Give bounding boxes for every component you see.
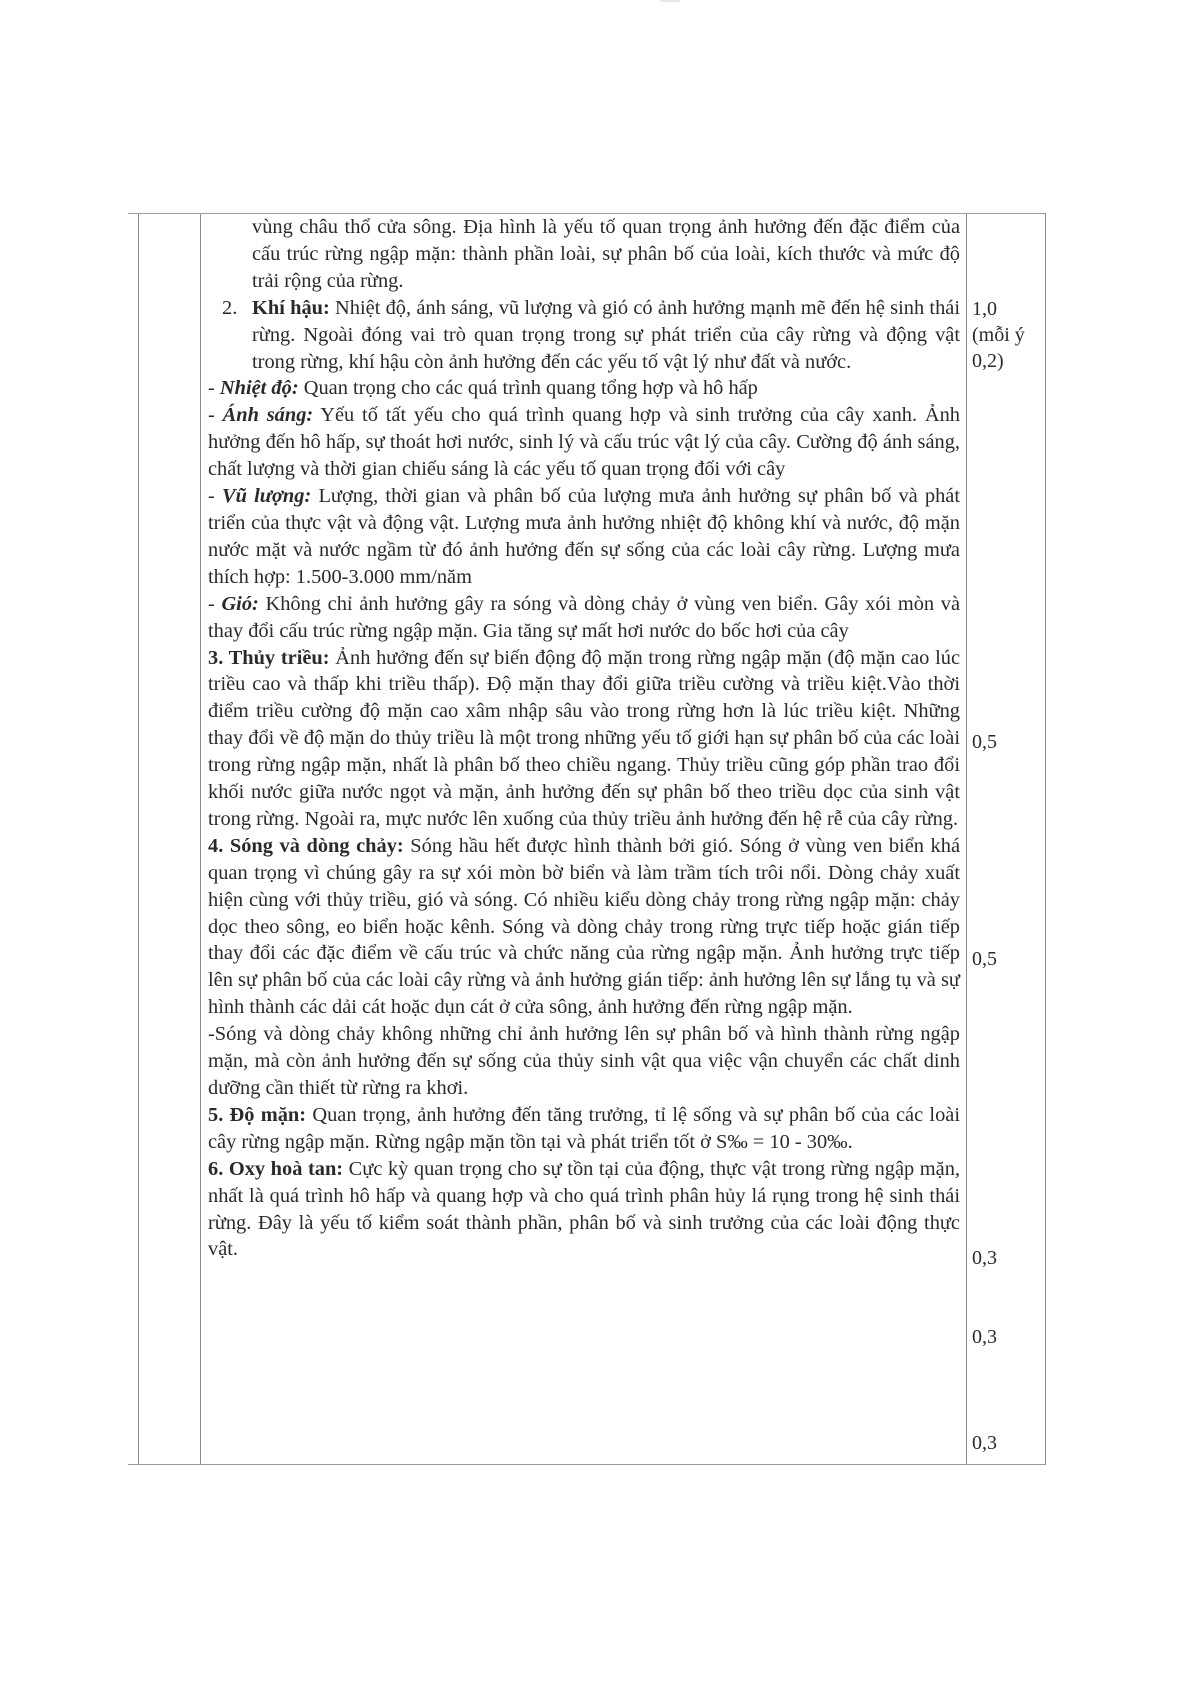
item-heading: 4. Sóng và dòng chảy: <box>208 834 404 857</box>
item-dissolved-oxygen <box>208 1156 960 1264</box>
score-item3: 0,5 <box>972 731 997 753</box>
sub-item-label: Gió: <box>221 592 259 615</box>
sub-item-text: Quan trọng cho các quá trình quang tổng hợp và hô hấp <box>298 377 758 400</box>
score-item5: 0,3 <box>972 1247 997 1269</box>
sub-item-label: Vũ lượng: <box>221 485 312 508</box>
answer-content <box>208 214 960 1263</box>
item-salinity <box>208 1102 960 1156</box>
score-item2-line3: 0,2) <box>972 350 1004 372</box>
item-text: Nhiệt độ, ánh sáng, vũ lượng và gió có ảnh hưởng mạnh mẽ đến hệ sinh thái rừng. Ngoài đóng vai trò quan trọng trong sự phát triển của cây rừng và động vật trong rừng, khí hậu còn ảnh hưởng đến các yếu tố vật lý như đất và nước. <box>252 296 960 373</box>
item-tide <box>208 645 960 833</box>
table-divider-content <box>200 214 201 1464</box>
item-text: Cực kỳ quan trọng cho sự tồn tại của động, thực vật trong rừng ngập mặn, nhất là quá trình hô hấp và quang hợp và cho quá trình phân hủy lá rụng trong hệ sinh thái rừng. Đây là yếu tố kiểm soát thành phần, phân bố và sinh trưởng của các loài động thực vật. <box>208 1157 961 1261</box>
score-item6b: 0,3 <box>972 1432 997 1454</box>
item-climate <box>208 295 960 376</box>
table-divider-score <box>966 214 967 1464</box>
item-heading: 6. Oxy hoà tan: <box>208 1157 344 1180</box>
item-text: Sóng hầu hết được hình thành bởi gió. Sóng ở vùng ven biển khá quan trọng vì chúng gây ra sự xói mòn bờ biển và làm trầm tích trôi nổi. Dòng chảy xuất hiện cùng với thủy triều, gió và sóng. Có nhiều kiểu dòng chảy trong rừng ngập mặn: chảy dọc theo sông, eo biển hoặc kênh. Sóng và dòng chảy trong rừng trực tiếp hoặc gián tiếp thay đổi các đặc điểm về cấu trúc và chức năng của rừng ngập mặn. Ảnh hưởng trực tiếp lên sự phân bố của các loài cây rừng và ảnh hưởng gián tiếp: ảnh hưởng lên sự lắng tụ và sự hình thành các dải cát hoặc dụn cát ở cửa sông, ảnh hưởng đến rừng ngập mặn. <box>208 834 960 1019</box>
item-waves-currents-extra: -Sóng và dòng chảy không những chỉ ảnh hưởng lên sự phân bố và hình thành rừng ngập mặn, mà còn ảnh hưởng đến sự sống của thủy sinh vật qua việc vận chuyển các chất dinh dưỡng cần thiết từ rừng ra khơi. <box>208 1023 960 1099</box>
score-item4: 0,5 <box>972 948 997 970</box>
score-item2-line1: 1,0 <box>972 298 997 320</box>
sub-item-text: Không chỉ ảnh hưởng gây ra sóng và dòng chảy ở vùng ven biển. Gây xói mòn và thay đổi cấu trúc rừng ngập mặn. Gia tăng sự mất hơi nước do bốc hơi của cây <box>208 592 960 642</box>
item-number: 2. <box>222 296 238 319</box>
item-waves-currents <box>208 833 960 1021</box>
item-text: Ảnh hưởng đến sự biến động độ mặn trong rừng ngập mặn (độ mặn cao lúc triều cao và thấp khi triều thấp). Độ mặn thay đổi giữa triều cường và triều kiệt.Vào thời điểm triều cường độ mặn cao xâm nhập sâu vào trong rừng hơn là lúc triều kiệt. Những thay đổi về độ mặn do thủy triều là một trong những yếu tố giới hạn sự phân bố của các loài trong rừng ngập mặn, nhất là phân bố theo chiều ngang. Thủy triều cũng góp phần trao đổi khối nước giữa nước ngọt và mặn, ảnh hưởng đến sự phân bố theo triều dọc của sinh vật trong rừng. Ngoài ra, mực nước lên xuống của thủy triều ảnh hưởng đến hệ rễ của cây rừng. <box>208 646 960 830</box>
sub-item-temperature: - Nhiệt độ: Quan trọng cho các quá trình quang tổng hợp và hô hấp <box>208 377 758 400</box>
item-heading: 5. Độ mặn: <box>208 1103 307 1126</box>
table-border-left <box>138 214 139 1464</box>
sub-item-rainfall: - Vũ lượng: Lượng, thời gian và phân bố của lượng mưa ảnh hưởng sự phân bố và phát triển của thực vật và động vật. Lượng mưa ảnh hưởng nhiệt độ không khí và nước, độ mặn nước mặt và nước ngầm từ đó ảnh hưởng đến sự sống của các loài cây rừng. Lượng mưa thích hợp: 1.500-3.000 mm/năm <box>208 485 961 588</box>
score-item6: 0,3 <box>972 1326 997 1348</box>
sub-item-text: Yếu tố tất yếu cho quá trình quang hợp và sinh trưởng của cây xanh. Ảnh hưởng đến hô hấp, sự thoát hơi nước, sinh lý và cấu trúc vật lý của cây. Cường độ ánh sáng, chất lượng và thời gian chiếu sáng là các yếu tố quan trọng đối với cây <box>208 404 961 481</box>
score-item2-line2: (mỗi ý <box>972 324 1025 346</box>
scan-artifact <box>660 0 680 2</box>
item-text: Quan trọng, ảnh hưởng đến tăng trưởng, tỉ lệ sống và sự phân bố của các loài cây rừng ngập mặn. Rừng ngập mặn tồn tại và phát triển tốt ở S‰ = 10 - 30‰. <box>208 1103 960 1153</box>
answer-table <box>128 213 1046 1465</box>
sub-item-text: Lượng, thời gian và phân bố của lượng mưa ảnh hưởng sự phân bố và phát triển của thực vật và động vật. Lượng mưa ảnh hưởng nhiệt độ không khí và nước, độ mặn nước mặt và nước ngầm từ đó ảnh hưởng đến sự sống của các loài cây rừng. Lượng mưa thích hợp: 1.500-3.000 mm/năm <box>208 485 961 588</box>
continuation-paragraph: vùng châu thổ cửa sông. Địa hình là yếu tố quan trọng ảnh hưởng đến đặc điểm của cấu trúc rừng ngập mặn: thành phần loài, sự phân bố của loài, kích thước và mức độ trải rộng của rừng. <box>252 216 960 292</box>
table-border-right <box>1045 214 1046 1464</box>
sub-item-wind: - Gió: Không chỉ ảnh hưởng gây ra sóng và dòng chảy ở vùng ven biển. Gây xói mòn và thay đổi cấu trúc rừng ngập mặn. Gia tăng sự mất hơi nước do bốc hơi của cây <box>208 592 960 642</box>
item-heading: 3. Thủy triều: <box>208 646 330 669</box>
sub-item-label: Ánh sáng: <box>222 404 314 427</box>
sub-item-light: - Ánh sáng: Yếu tố tất yếu cho quá trình quang hợp và sinh trưởng của cây xanh. Ảnh hưởng đến hô hấp, sự thoát hơi nước, sinh lý và cấu trúc vật lý của cây. Cường độ ánh sáng, chất lượng và thời gian chiếu sáng là các yếu tố quan trọng đối với cây <box>208 404 961 481</box>
sub-item-label: Nhiệt độ: <box>219 377 299 400</box>
item-heading: Khí hậu: <box>252 296 330 319</box>
